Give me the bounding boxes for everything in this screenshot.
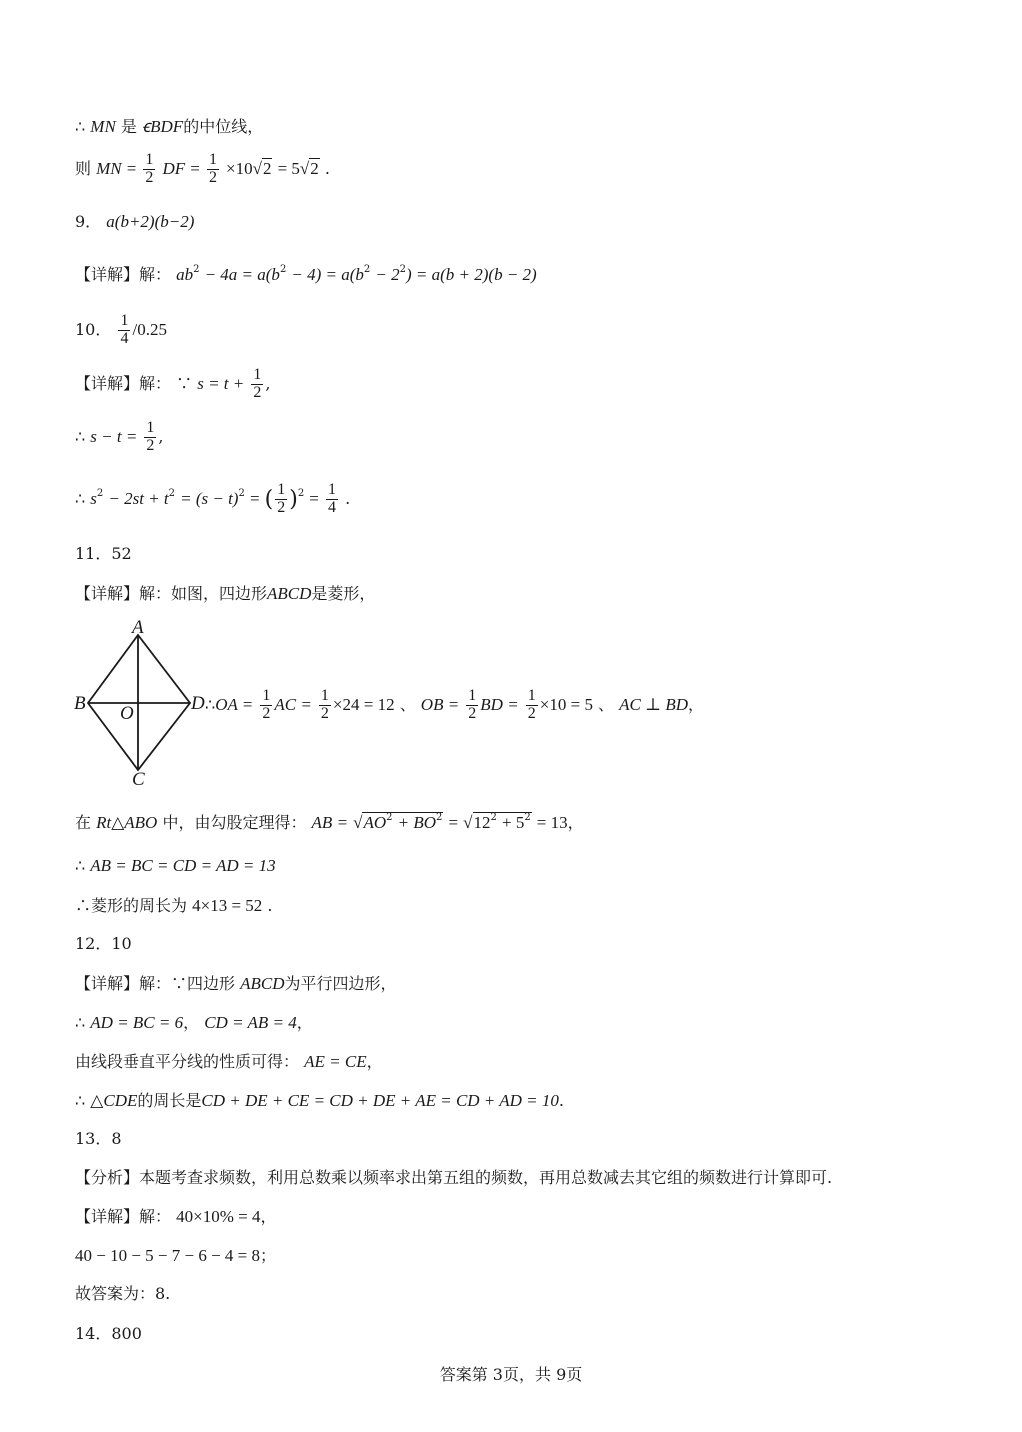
math: + BO bbox=[397, 813, 437, 832]
detail-label: 【详解】解： bbox=[75, 373, 172, 393]
therefore-symbol: ∴ bbox=[75, 1091, 86, 1110]
text: ； bbox=[260, 1246, 277, 1265]
answer-14 bbox=[75, 1326, 142, 1342]
answer-13 bbox=[75, 1131, 122, 1147]
detail-13 bbox=[75, 1208, 276, 1225]
therefore-symbol: ∴ bbox=[75, 856, 86, 875]
segment-mn: MN bbox=[90, 117, 116, 136]
math: − 2 bbox=[375, 265, 400, 284]
text: ， bbox=[567, 813, 584, 832]
text: 由线段垂直平分线的性质可得： bbox=[75, 1052, 300, 1071]
detail-label: 【详解】解： bbox=[75, 1207, 172, 1226]
text: 是 bbox=[120, 117, 137, 136]
math: − 2st + t bbox=[108, 488, 169, 508]
analysis-13 bbox=[75, 1170, 832, 1186]
vertex-label-c: C bbox=[132, 769, 145, 790]
fraction-half: $\frac{1}{2}$ bbox=[468, 687, 477, 722]
fraction-half: $\frac{1}{2}$ bbox=[145, 151, 154, 186]
center-label-o: O bbox=[120, 703, 134, 724]
text: ∵四边形 bbox=[171, 974, 236, 993]
math: CD = AB = 4 bbox=[204, 1013, 297, 1032]
question-number: 9． bbox=[75, 212, 102, 231]
math: AC ⊥ BD bbox=[619, 694, 689, 714]
line-equal-sides bbox=[75, 857, 276, 874]
fraction-half: $\frac{1}{2}$ bbox=[262, 687, 271, 722]
math: = bbox=[448, 813, 459, 832]
question-number: 14．800 bbox=[75, 1324, 142, 1343]
detail-9: 【详解】解： $ab^2 - 4a = a(b^2 - 4) = a(b^2 - 2^2) = a(b + 2)(b - 2)$ bbox=[75, 264, 537, 284]
text: 故答案为：8. bbox=[75, 1284, 171, 1303]
math: CD + DE + CE = CD + DE + AE = CD + AD = 10 bbox=[201, 1091, 559, 1110]
text: ， bbox=[688, 694, 705, 714]
analysis-text: 【分析】本题考查求频数，利用总数乘以频率求出第五组的频数，再用总数减去其它组的频数进行计算即可. bbox=[75, 1168, 833, 1187]
detail-11 bbox=[75, 585, 375, 602]
line-sides bbox=[75, 1014, 313, 1031]
math: 40 − 10 − 5 − 7 − 6 − 4 = 8 bbox=[75, 1246, 261, 1265]
line-perimeter bbox=[75, 897, 272, 914]
math: − 4a = a(b bbox=[204, 265, 280, 284]
math: BD = bbox=[480, 694, 519, 714]
text: ， bbox=[366, 1052, 383, 1071]
math: DF bbox=[162, 158, 186, 178]
math: 2 bbox=[262, 158, 272, 178]
math: AB = bbox=[311, 813, 349, 832]
detail-12 bbox=[75, 975, 397, 992]
page-footer: 答案第 3页，共 9页 bbox=[439, 1365, 583, 1384]
math: ab bbox=[176, 265, 194, 284]
fraction-half: $\frac{1}{2}$ bbox=[146, 419, 155, 454]
math: s = t + bbox=[197, 373, 245, 393]
detail-10 bbox=[75, 367, 270, 402]
math: OB = bbox=[420, 694, 460, 714]
line-cde-perimeter bbox=[75, 1092, 564, 1109]
text: 在 bbox=[75, 813, 92, 832]
text: 是菱形， bbox=[311, 584, 376, 603]
question-number: 13．8 bbox=[75, 1129, 122, 1148]
math: /0.25 bbox=[132, 319, 167, 339]
text: ， bbox=[296, 1013, 313, 1032]
fraction-half: $\frac{1}{2}$ bbox=[320, 687, 329, 722]
math: 4×13 = 52 bbox=[192, 896, 263, 915]
math: ×10 bbox=[226, 158, 253, 178]
answer-10 bbox=[75, 313, 167, 348]
therefore-symbol: ∴ bbox=[75, 117, 86, 136]
because-symbol: ∵ bbox=[176, 373, 193, 393]
line-mn-value: 则 MN = $\frac{1}{2}$ DF = $\frac{1}{2}$ ×10√2 = 5√2 . bbox=[75, 151, 330, 186]
line-bisector bbox=[75, 1053, 383, 1070]
question-number: 10． bbox=[75, 319, 112, 339]
text: . bbox=[267, 896, 273, 915]
rhombus-figure bbox=[70, 615, 210, 790]
therefore-symbol: ∴ bbox=[75, 426, 86, 446]
answer-12 bbox=[75, 936, 132, 952]
therefore-symbol: ∴ bbox=[205, 694, 216, 714]
math: = 5 bbox=[277, 158, 300, 178]
question-number: 12．10 bbox=[75, 934, 132, 953]
math: = 13 bbox=[536, 813, 568, 832]
fraction-half: $\frac{1}{2}$ bbox=[253, 366, 262, 401]
math: △CDE bbox=[90, 1091, 138, 1110]
therefore-symbol: ∴ bbox=[75, 1013, 86, 1032]
text: . bbox=[345, 488, 351, 508]
text: 、 bbox=[598, 694, 615, 714]
math: = bbox=[309, 488, 319, 508]
detail-label: 【详解】解： bbox=[75, 974, 172, 993]
detail-label: 【详解】解： bbox=[75, 265, 172, 284]
text: . bbox=[558, 1091, 564, 1110]
math: s bbox=[90, 488, 97, 508]
vertex-label-b: B bbox=[74, 693, 86, 714]
therefore-symbol: ∴ bbox=[75, 488, 86, 508]
text: ∴菱形的周长为 bbox=[75, 896, 188, 915]
math: − 4) = a(b bbox=[291, 265, 364, 284]
text: ， bbox=[260, 1207, 277, 1226]
answer-11 bbox=[75, 546, 132, 562]
math: a(b+2)(b−2) bbox=[106, 212, 195, 231]
math: AD = BC = 6 bbox=[90, 1013, 184, 1032]
fraction-half: $\frac{1}{2}$ bbox=[277, 481, 286, 516]
question-number: 11．52 bbox=[75, 544, 132, 563]
text: 、 bbox=[399, 694, 416, 714]
math: ABCD bbox=[240, 974, 285, 993]
math: AC = bbox=[274, 694, 312, 714]
text: 则 bbox=[75, 158, 92, 178]
line-s-minus-t bbox=[75, 420, 164, 455]
math: + 5 bbox=[501, 813, 525, 832]
triangle-bdf: ꞓBDF bbox=[141, 117, 184, 136]
math: s − t = bbox=[90, 426, 138, 446]
text: 的周长是 bbox=[137, 1091, 202, 1110]
fraction-half: $\frac{1}{2}$ bbox=[527, 687, 536, 722]
text: , bbox=[158, 426, 164, 446]
text: 中，由勾股定理得： bbox=[162, 813, 307, 832]
math: 40×10% = 4 bbox=[176, 1207, 261, 1226]
math: MN bbox=[96, 158, 122, 178]
math: ×24 = 12 bbox=[332, 694, 395, 714]
text: , bbox=[265, 373, 271, 393]
math: AE = CE bbox=[304, 1052, 367, 1071]
text: 为平行四边形， bbox=[284, 974, 397, 993]
vertex-label-d: D bbox=[191, 693, 205, 714]
math: Rt△ABO bbox=[96, 813, 158, 832]
math: OA = bbox=[215, 694, 254, 714]
math: 2 bbox=[310, 158, 319, 178]
math: = (s − t) bbox=[180, 488, 239, 508]
math: AO bbox=[363, 813, 387, 832]
line-pythagoras: 在 Rt△ABO 中，由勾股定理得： AB = $√AO^2 + BO^2 = √12^2 + 5^2 = 13$， bbox=[75, 812, 584, 832]
vertex-label-a: A bbox=[132, 617, 144, 638]
math: ×10 = 5 bbox=[539, 694, 593, 714]
text: . bbox=[324, 158, 330, 178]
math: ) = a(b + 2)(b − 2) bbox=[406, 265, 537, 284]
fraction-half: $\frac{1}{2}$ bbox=[208, 151, 217, 186]
line-half-diagonals bbox=[205, 688, 704, 723]
math: 12 bbox=[473, 813, 491, 832]
math: ABCD bbox=[267, 584, 312, 603]
answer-9 bbox=[75, 213, 194, 230]
line-subtraction bbox=[75, 1247, 276, 1264]
detail-label: 【详解】解：如图，四边形 bbox=[75, 584, 268, 603]
text: 的中位线， bbox=[183, 117, 264, 136]
fraction-quarter: $\frac{1}{4}$ bbox=[120, 312, 129, 347]
fraction-quarter: $\frac{1}{4}$ bbox=[327, 481, 336, 516]
math: = bbox=[249, 488, 260, 508]
math: AB = BC = CD = AD = 13 bbox=[90, 856, 276, 875]
line-square: ∴ $s^2 - 2st + t^2 = (s - t)^2$ = ( $\frac{1}{2}$ )$^2$ = $\frac{1}{4}$ . bbox=[75, 481, 351, 516]
line-median bbox=[75, 118, 263, 135]
text: ， bbox=[183, 1013, 200, 1032]
line-answer-13 bbox=[75, 1286, 170, 1302]
